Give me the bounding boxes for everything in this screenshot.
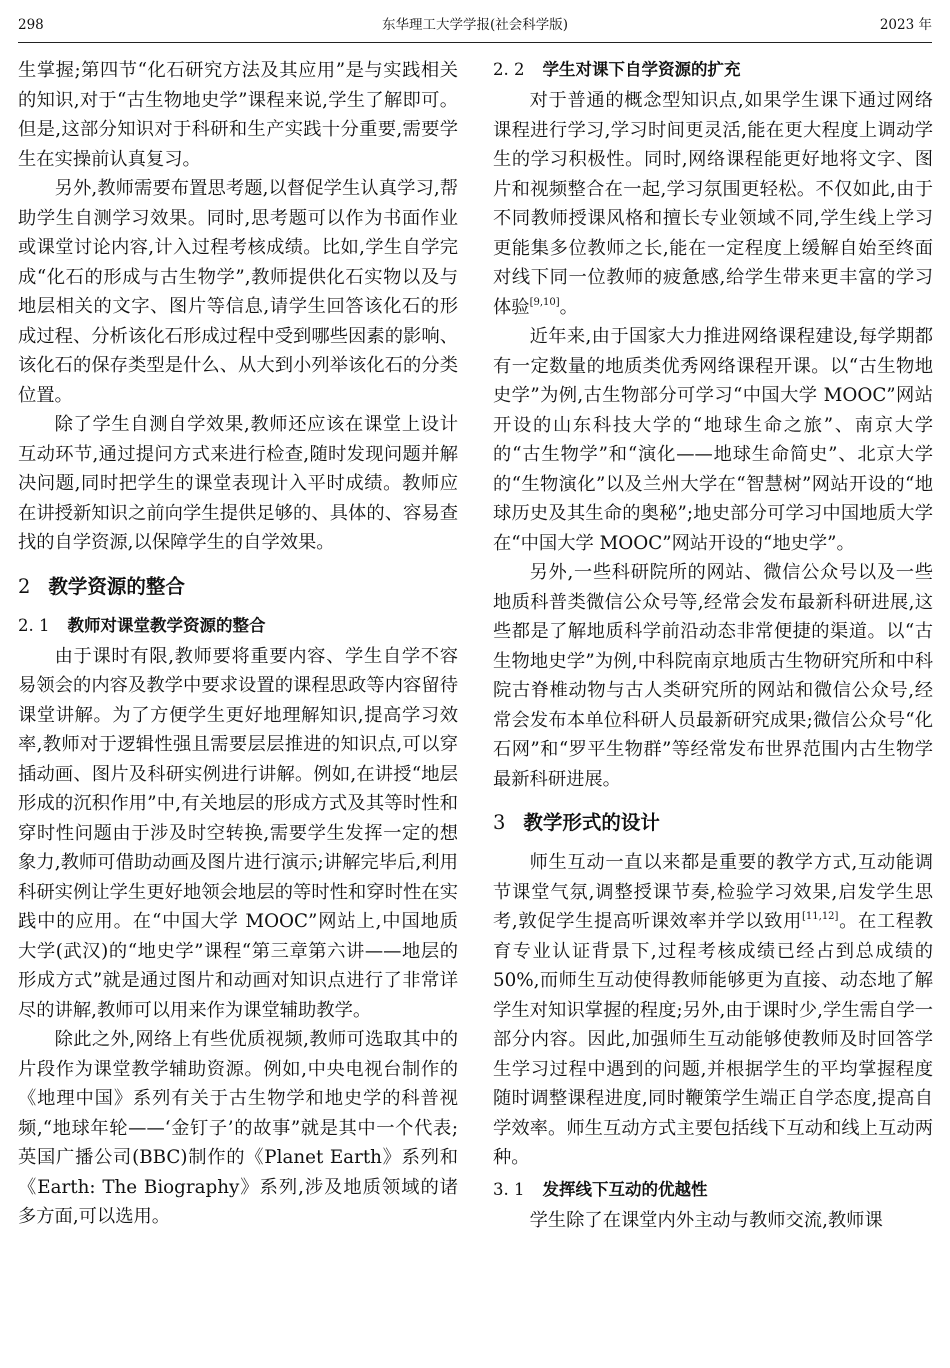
section-heading xyxy=(18,572,458,602)
section-title: 教学资源的整合 xyxy=(48,574,185,598)
paragraph xyxy=(493,848,933,1173)
left-column xyxy=(18,56,458,1232)
section-title: 教学形式的设计 xyxy=(523,811,660,834)
section-heading xyxy=(493,808,933,838)
paragraph-text: 对于普通的概念型知识点,如果学生课下通过网络课程进行学习,学习时间更灵活,能在更大程度上调动学生的学习积极性。同时,网络课程能更好地将文字、图片和视频整合在一起,学习氛围更轻松。不仅如此,由于不同教师授课风格和擅长专业领域不同,学生线上学习更能集多位教师之长,能在一定程度上缓解自始至终面对线下同一位教师的疲惫感,给学生带来更丰富的学习体验 xyxy=(493,90,933,318)
running-header xyxy=(18,14,932,43)
subsection-number: 2. 2 xyxy=(493,60,525,79)
page-number: 298 xyxy=(18,17,44,33)
paragraph: 近年来,由于国家大力推进网络课程建设,每学期都有一定数量的地质类优秀网络课程开课。以“古生物地史学”为例,古生物部分可学习“中国大学 MOOC”网站开设的山东科技大学的“地球生命之旅”、南京大学的“古生物学”和“演化——地球生命简史”、北京大学的“生物演化”以及兰州大学在“智慧树”网站开设的“地球历史及其生命的奥秘”;地史部分可学习中国地质大学在“中国大学 MOOC”网站开设的“地史学”。 xyxy=(493,326,933,554)
paragraph-text-end: 。 xyxy=(559,296,578,318)
subsection-number: 2. 1 xyxy=(18,615,50,635)
paragraph: 除此之外,网络上有些优质视频,教师可选取其中的片段作为课堂教学辅助资源。例如,中央电视台制作的《地理中国》系列有关于古生物学和地史学的科普视频,“地球年轮——‘金钉子’的故事”就是其中一个代表;英国广播公司(BBC)制作的《Planet Earth》系列和《Earth: The Biography》系列,涉及地质领域的诸多方面,可以选用。 xyxy=(18,1029,458,1227)
subsection-heading xyxy=(18,612,458,640)
paragraph-text-end: 。在工程教育专业认证背景下,过程考核成绩已经占到总成绩的 50%,而师生互动使得教师能够更为直接、动态地了解学生对知识掌握的程度;另外,由于课时少,学生需自学一部分内容。因此,加强师生互动能够使教师及时回答学生学习过程中遇到的问题,并根据学生的平均掌握程度随时调整课程进度,同时鞭策学生端正自学态度,提高自学效率。师生互动方式主要包括线下互动和线上互动两种。 xyxy=(493,911,934,1168)
subsection-number: 3. 1 xyxy=(493,1179,525,1199)
paragraph: 另外,教师需要布置思考题,以督促学生认真学习,帮助学生自测学习效果。同时,思考题可以作为书面作业或课堂讨论内容,计入过程考核成绩。比如,学生自学完成“化石的形成与古生物学”,教师提供化石实物以及与地层相关的文字、图片等信息,请学生回答该化石的形成过程、分析该化石形成过程中受到哪些因素的影响、该化石的保存类型是什么、从大到小列举该化石的分类位置。 xyxy=(18,178,458,406)
subsection-title: 教师对课堂教学资源的整合 xyxy=(67,615,266,635)
paragraph-text: 师生互动一直以来都是重要的教学方式,互动能调节课堂气氛,调整授课节奏,检验学习效果,启发学生思考,敦促学生提高听课效率并学以致用 xyxy=(493,852,933,932)
citation: [11,12] xyxy=(802,911,839,922)
subsection-heading xyxy=(493,56,933,84)
paragraph: 学生除了在课堂内外主动与教师交流,教师课 xyxy=(529,1209,883,1231)
paragraph: 生掌握;第四节“化石研究方法及其应用”是与实践相关的知识,对于“古生物地史学”课程来说,学生了解即可。但是,这部分知识对于科研和生产实践十分重要,需要学生在实操前认真复习。 xyxy=(18,60,458,170)
section-number: 3 xyxy=(493,811,506,834)
subsection-heading xyxy=(493,1176,933,1204)
subsection-title: 学生对课下自学资源的扩充 xyxy=(542,60,741,79)
citation: [9,10] xyxy=(529,296,560,308)
paragraph xyxy=(493,86,933,322)
paragraph: 另外,一些科研院所的网站、微信公众号以及一些地质科普类微信公众号等,经常会发布最新科研进展,这些都是了解地质科学前沿动态非常便捷的渠道。以“古生物地史学”为例,中科院南京地质古生物研究所和中科院古脊椎动物与古人类研究所的网站和微信公众号,经常会发布本单位科研人员最新研究成果;微信公众号“化石网”和“罗平生物群”等经常发布世界范围内古生物学最新科研进展。 xyxy=(493,562,933,790)
section-number: 2 xyxy=(18,574,31,598)
paragraph: 除了学生自测自学效果,教师还应该在课堂上设计互动环节,通过提问方式来进行检查,随时发现问题并解决问题,同时把学生的课堂表现计入平时成绩。教师应在讲授新知识之前向学生提供足够的、具体的、容易查找的自学资源,以保障学生的自学效果。 xyxy=(18,414,458,553)
subsection-title: 发挥线下互动的优越性 xyxy=(542,1179,708,1199)
right-column xyxy=(493,56,933,1235)
journal-title: 东华理工大学学报(社会科学版) xyxy=(381,17,569,33)
publication-year: 2023 年 xyxy=(879,17,932,33)
paragraph: 由于课时有限,教师要将重要内容、学生自学不容易领会的内容及教学中要求设置的课程思政等内容留待课堂讲解。为了方便学生更好地理解知识,提高学习效率,教师对于逻辑性强且需要层层推进的知识点,可以穿插动画、图片及科研实例进行讲解。例如,在讲授“地层形成的沉积作用”中,有关地层的形成方式及其等时性和穿时性问题由于涉及时空转换,需要学生发挥一定的想象力,教师可借助动画及图片进行演示;讲解完毕后,利用科研实例让学生更好地领会地层的等时性和穿时性在实践中的应用。在“中国大学 MOOC”网站上,中国地质大学(武汉)的“地史学”课程“第三章第六讲——地层的形成方式”就是通过图片和动画对知识点进行了非常详尽的讲解,教师可以用来作为课堂辅助教学。 xyxy=(18,645,458,1021)
